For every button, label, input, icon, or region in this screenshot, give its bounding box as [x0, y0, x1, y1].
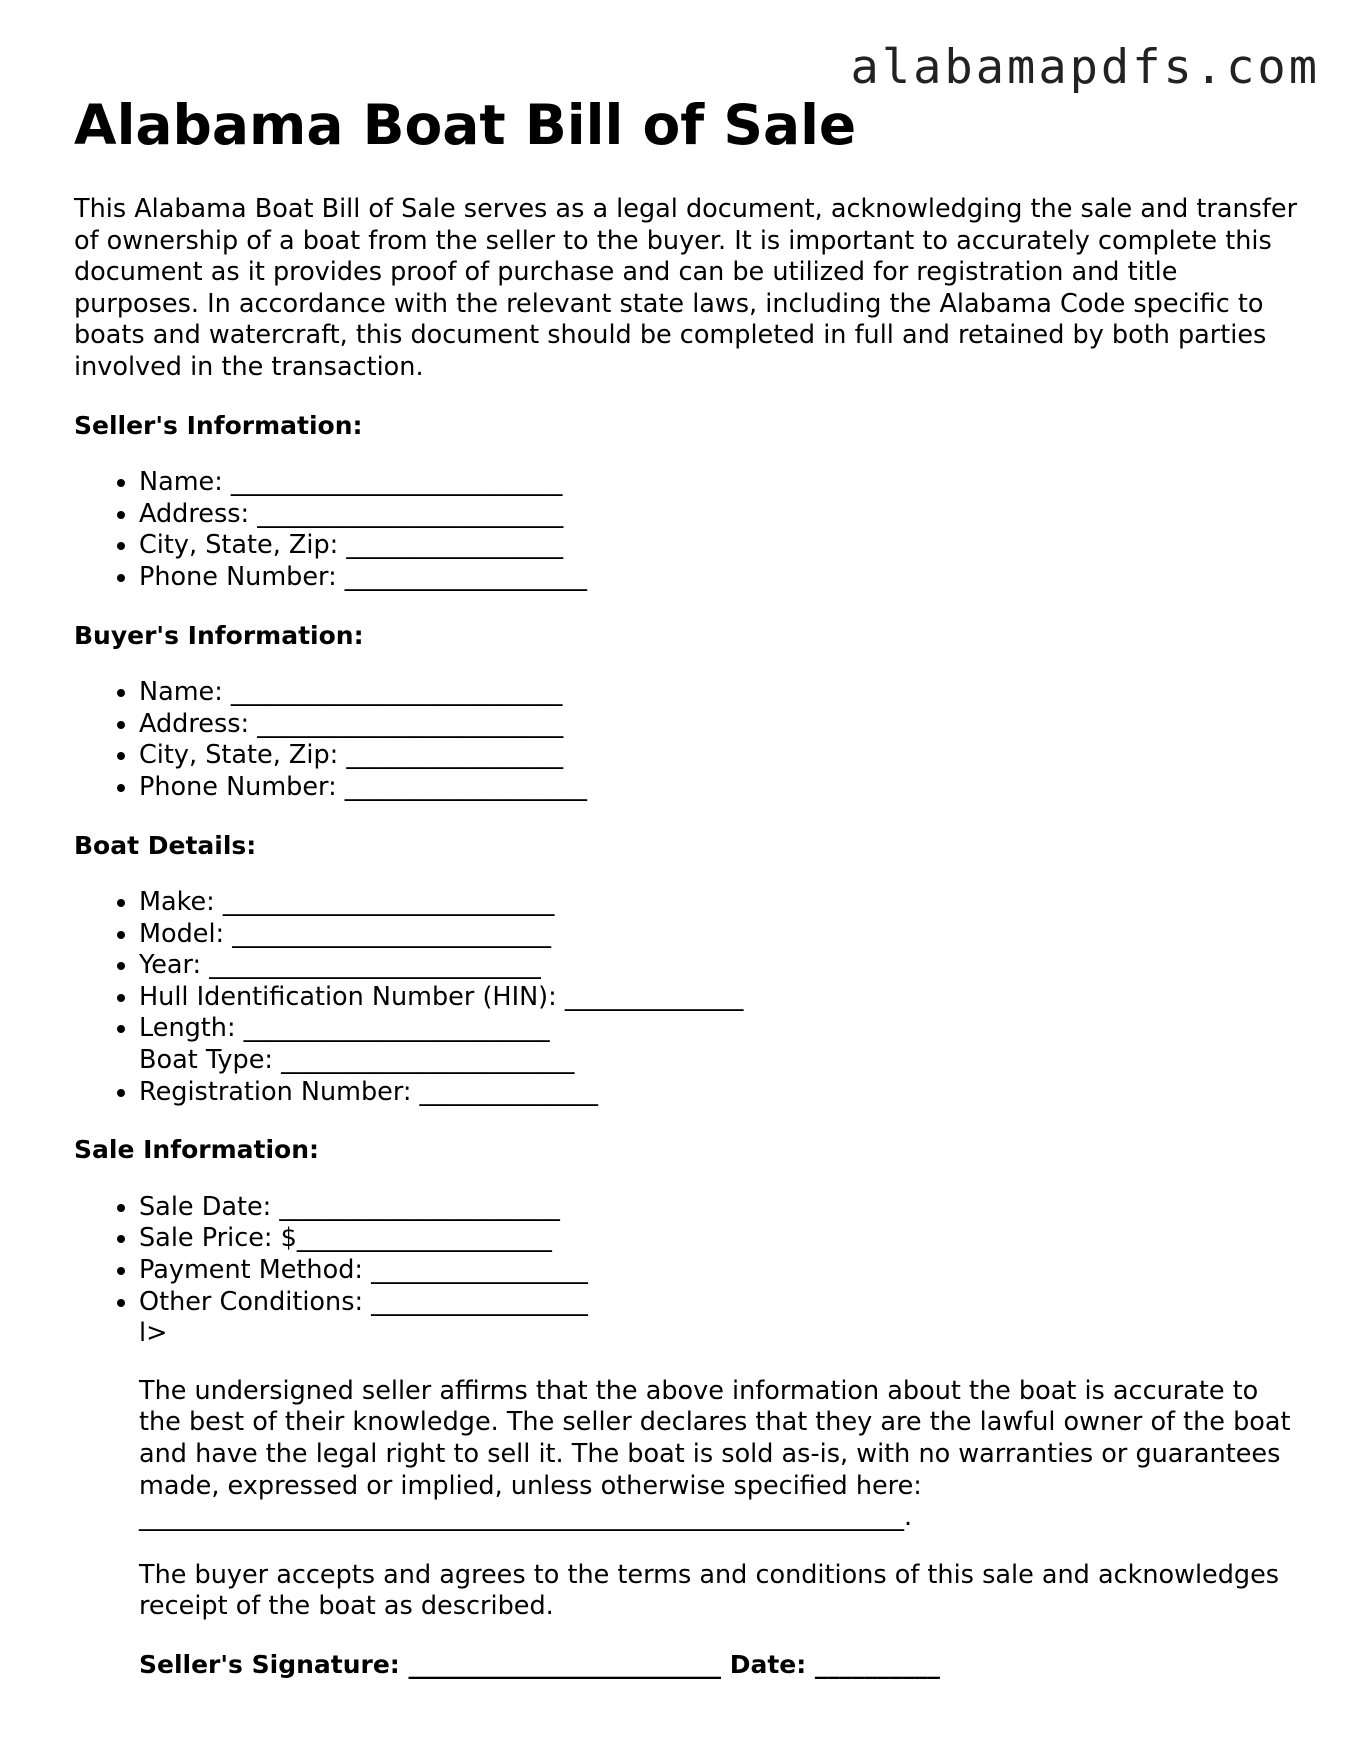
boat-type-field: Boat Type: _______________________ — [139, 1045, 575, 1076]
intro-paragraph: This Alabama Boat Bill of Sale serves as a legal document, acknowledging the sale and transfer of ownership of a boat from the seller to the buyer. It is important to accurately complete this document as it provides proof of purchase and can be utilized for registration and title purposes. In accordance with the relevant state laws, including the Alabama Code specific to boats and watercraft, this document should be completed in full and retained by both parties involved in the transaction. — [74, 194, 1298, 382]
buyer-acceptance: The buyer accepts and agrees to the terms and conditions of this sale and acknowledges receipt of the boat as described. — [139, 1559, 1280, 1622]
boat-length-field: • Length: ________________________ — [139, 1013, 1298, 1045]
seller-name-field: • Name: __________________________ — [139, 467, 1298, 499]
buyer-city-state-zip-field: • City, State, Zip: _________________ — [139, 740, 1298, 772]
boat-registration-field: • Registration Number: ______________ — [139, 1077, 1298, 1109]
seller-declaration: The undersigned seller affirms that the above information about the boat is accurate to the best of their knowledge. The seller declares that they are the lawful owner of the boat and have the legal right to sell it. The boat is sold as-is, with no warranties or guarantees made, expressed or implied, unless otherwise specified here: ____________________________________________________________. — [139, 1375, 1291, 1533]
seller-signature-line: Seller's Signature: _________________________ Date: __________ — [139, 1649, 940, 1679]
boat-model-field: • Model: _________________________ — [139, 919, 1298, 951]
boat-make-field: • Make: __________________________ — [139, 887, 1298, 919]
buyer-address-field: • Address: ________________________ — [139, 709, 1298, 741]
document-body — [74, 194, 1298, 1681]
seller-fields-list — [74, 467, 1298, 593]
sale-section-heading: Sale Information: — [74, 1135, 319, 1165]
seller-address-field: • Address: ________________________ — [139, 499, 1298, 531]
boat-hin-field: • Hull Identification Number (HIN): ______________ — [139, 982, 1298, 1014]
other-conditions-field: • Other Conditions: _________________ — [139, 1287, 1298, 1319]
sale-price-field: • Sale Price: $____________________ — [139, 1223, 1298, 1255]
seller-phone-field: • Phone Number: ___________________ — [139, 562, 1298, 594]
stray-markup-text: l> — [139, 1318, 168, 1349]
buyer-phone-field: • Phone Number: ___________________ — [139, 772, 1298, 804]
buyer-section-heading: Buyer's Information: — [74, 620, 364, 650]
boat-year-field: • Year: __________________________ — [139, 950, 1298, 982]
boat-fields-list — [74, 887, 1298, 1108]
page-title: Alabama Boat Bill of Sale — [74, 93, 857, 157]
sale-date-field: • Sale Date: ______________________ — [139, 1192, 1298, 1224]
seller-city-state-zip-field: • City, State, Zip: _________________ — [139, 530, 1298, 562]
seller-section-heading: Seller's Information: — [74, 410, 363, 440]
sale-fields-list — [74, 1192, 1298, 1350]
payment-method-field: • Payment Method: _________________ — [139, 1255, 1298, 1287]
closing-section — [139, 1376, 1298, 1681]
boat-section-heading: Boat Details: — [74, 830, 257, 860]
buyer-name-field: • Name: __________________________ — [139, 677, 1298, 709]
buyer-fields-list — [74, 677, 1298, 803]
site-watermark: alabamapdfs.com — [850, 40, 1320, 95]
